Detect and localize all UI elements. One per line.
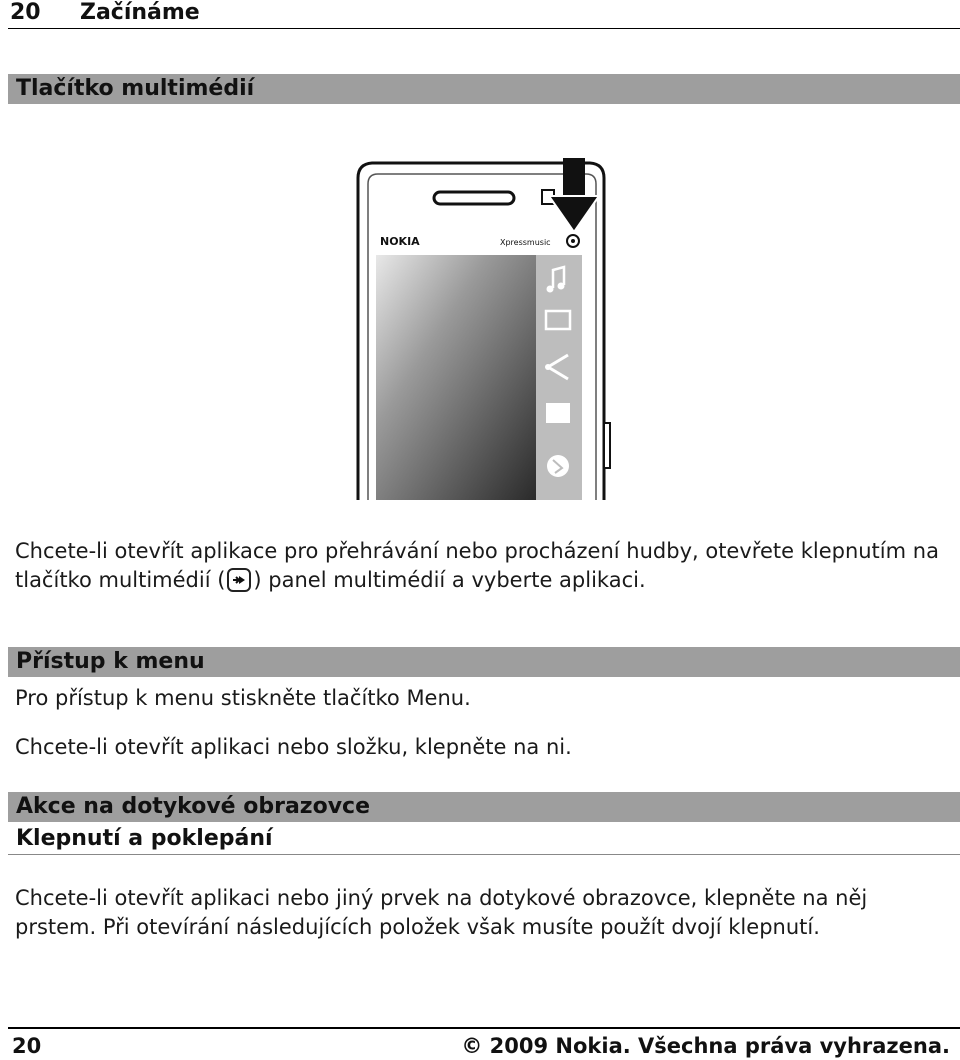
- section-heading-touch-actions: Akce na dotykové obrazovce: [8, 792, 960, 822]
- header-page-number: 20: [10, 0, 41, 25]
- phone-image: [350, 158, 615, 500]
- phone-model-text: Xpressmusic: [500, 238, 551, 247]
- section-heading-menu-access: Přístup k menu: [8, 647, 960, 677]
- paragraph-multimedia-part1: Chcete-li otevřít aplikace pro přehrávání nebo procházení hudby, otevřete klepnutím na tlačítko multimédií (: [15, 539, 939, 592]
- paragraph-menu-key: Pro přístup k menu stiskněte tlačítko Menu.: [15, 686, 471, 710]
- multimedia-key-icon: [227, 568, 251, 592]
- paragraph-open-app: Chcete-li otevřít aplikaci nebo složku, klepněte na ni.: [15, 735, 572, 759]
- footer-page-number: 20: [12, 1034, 42, 1058]
- header-divider: [8, 28, 960, 29]
- paragraph-multimedia: [15, 537, 950, 595]
- section-heading-multimedia-key: Tlačítko multimédií: [8, 74, 960, 104]
- paragraph-multimedia-part2: ) panel multimédií a vyberte aplikaci.: [253, 568, 646, 592]
- paragraph-tap: Chcete-li otevřít aplikaci nebo jiný prvek na dotykové obrazovce, klepněte na něj prstem. Při otevírání následujících položek však musíte použít dvojí klepnutí.: [15, 886, 868, 939]
- subheading-tap-doubletap: Klepnutí a poklepání: [8, 824, 960, 855]
- page-header: [10, 0, 960, 28]
- phone-brand-text: NOKIA: [380, 235, 420, 248]
- phone-illustration: [350, 158, 615, 500]
- footer-divider: [8, 1027, 960, 1029]
- chapter-title: Začínáme: [80, 0, 200, 25]
- footer-copyright: © 2009 Nokia. Všechna práva vyhrazena.: [461, 1034, 950, 1058]
